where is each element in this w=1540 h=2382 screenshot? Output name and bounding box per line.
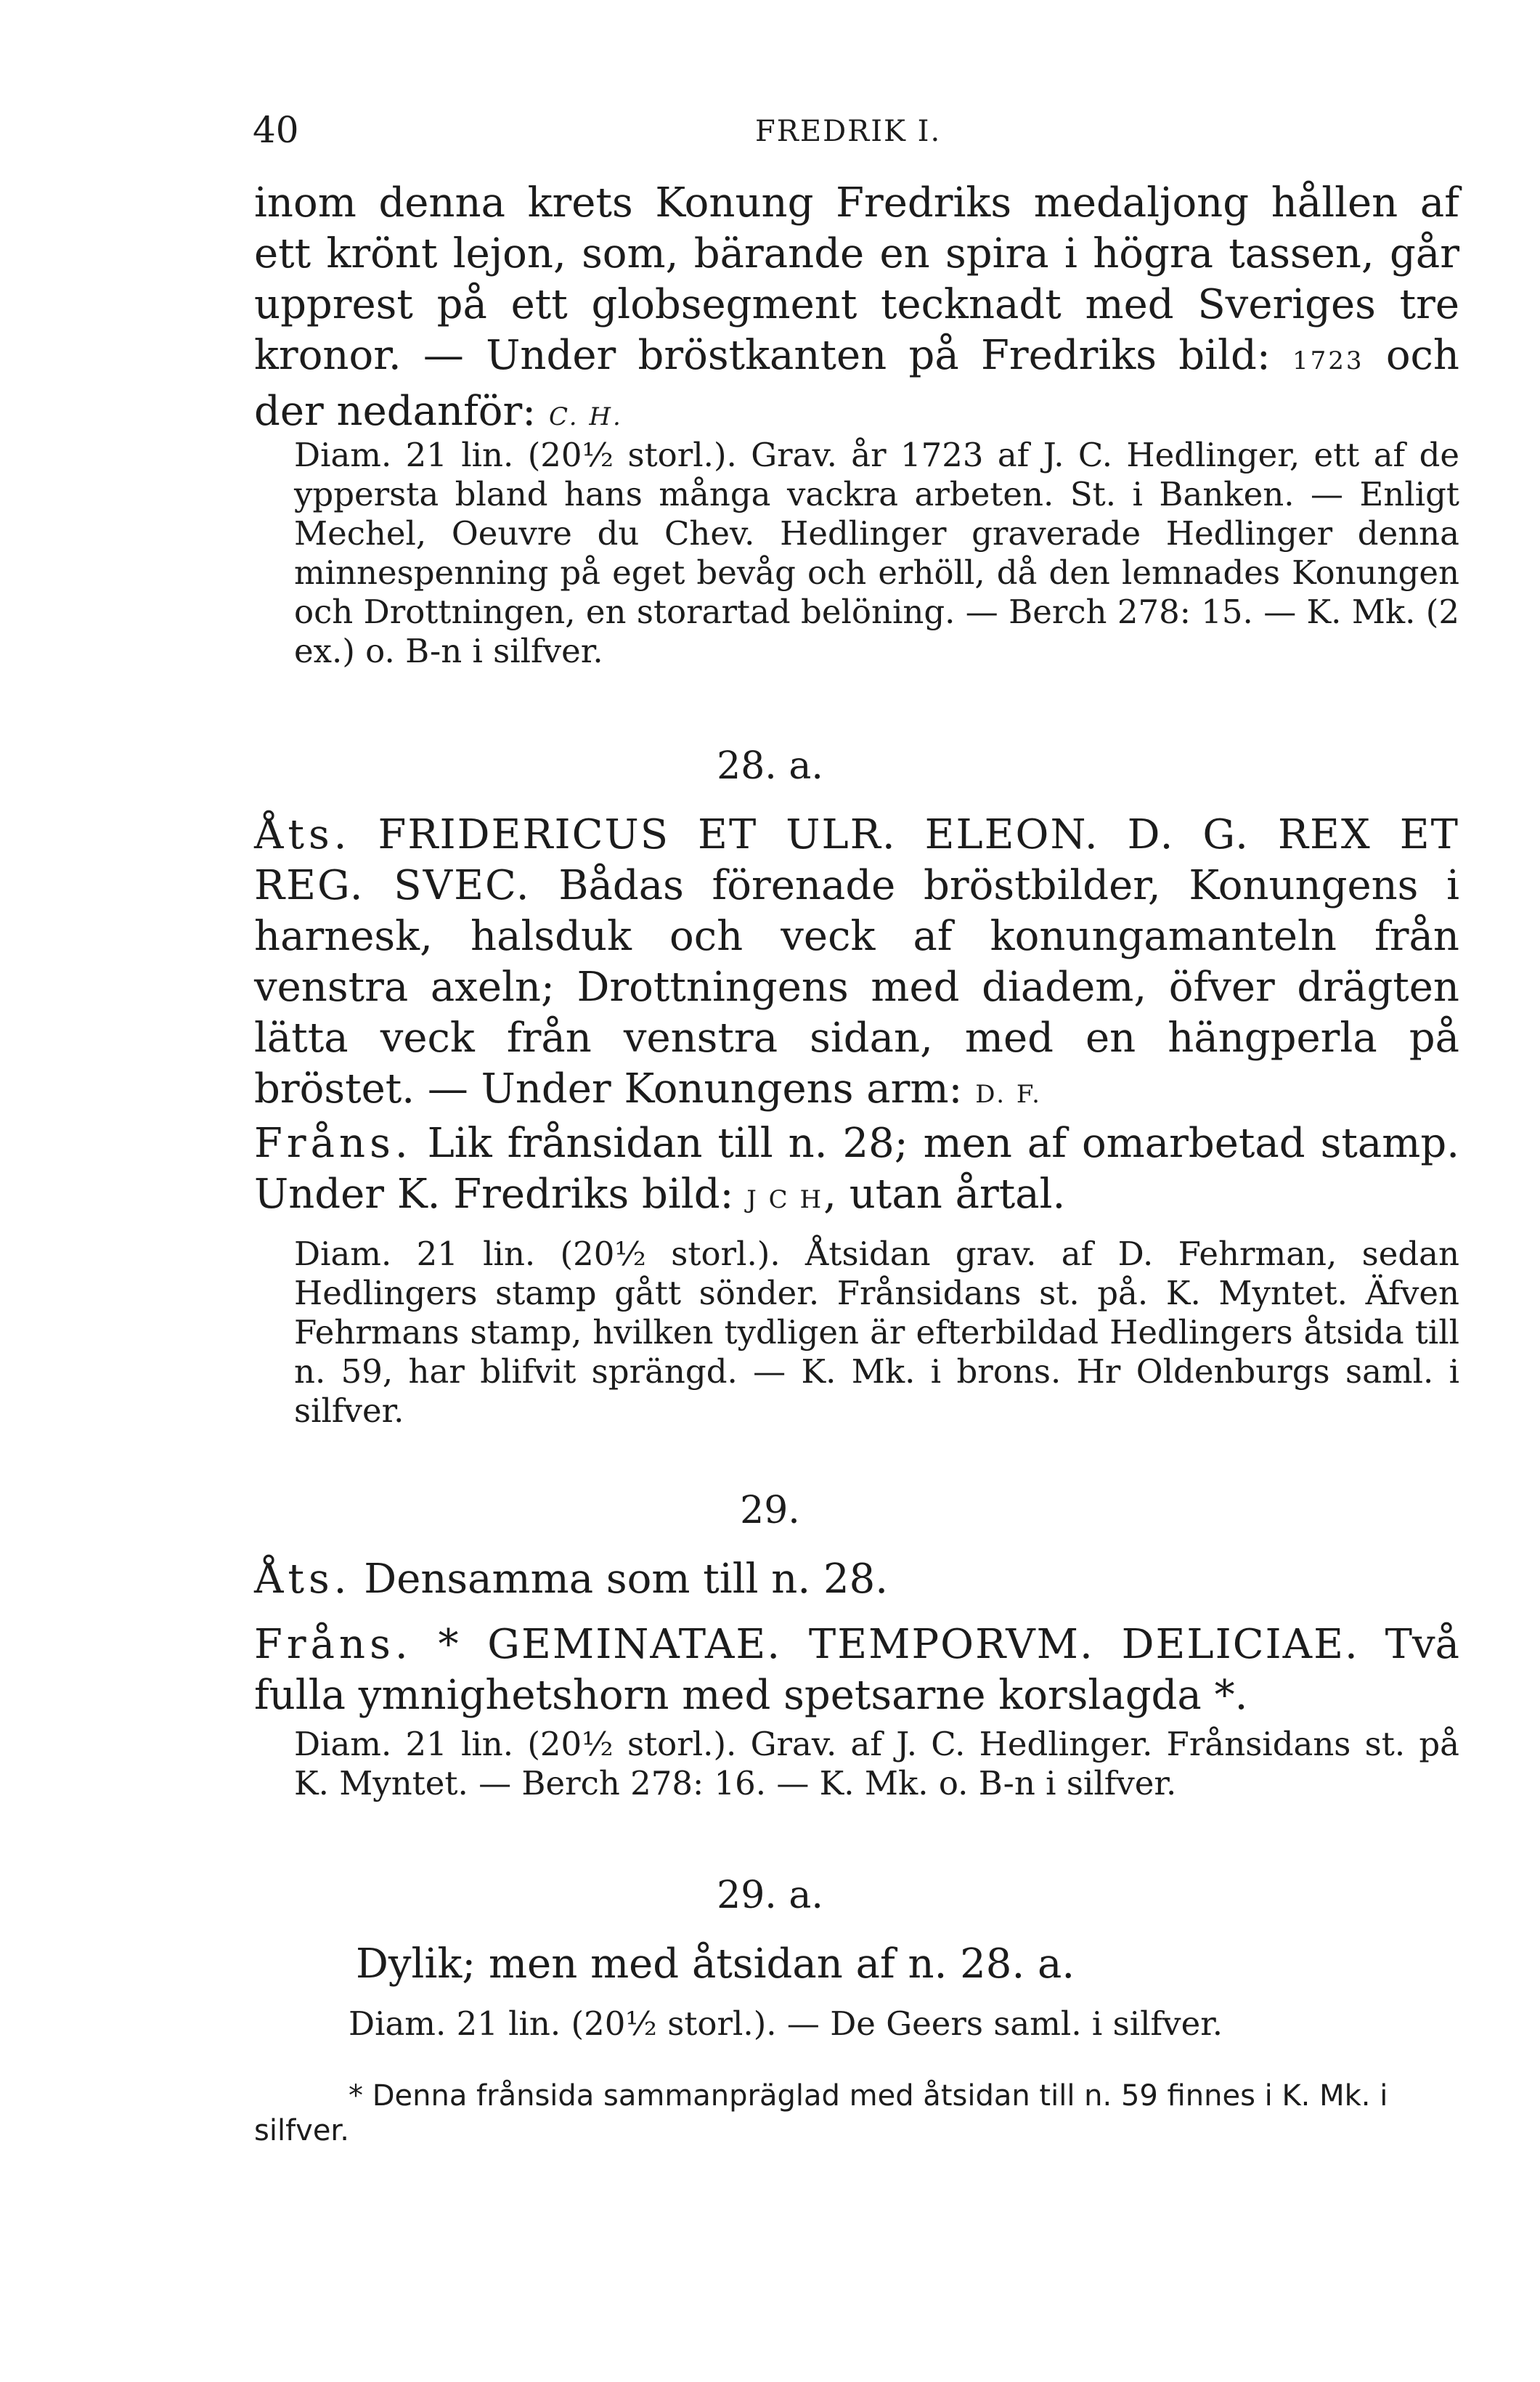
entry-29a-text: Dylik; men med åtsidan af n. 28. a. bbox=[356, 1940, 1075, 1988]
intro-year: 1723 bbox=[1292, 346, 1364, 375]
intro-text: inom denna krets Konung Fredriks medaljong hållen af ett krönt lejon, som, bärande en spira i högra tassen, går upprest på ett globsegment tecknadt med Sveriges tre kronor. — Under bröstkanten på Fredriks bild: bbox=[254, 179, 1459, 379]
entry-29-obverse bbox=[254, 1554, 1459, 1605]
reverse-initials: J C H bbox=[746, 1185, 824, 1214]
note-29a: Diam. 21 lin. (20½ storl.). — De Geers saml. i silfver. bbox=[349, 2004, 1223, 2043]
reverse-label: Fråns. bbox=[254, 1621, 412, 1668]
reverse-label: Fråns. bbox=[254, 1120, 412, 1167]
entry-28a-reverse bbox=[254, 1118, 1459, 1225]
footnote: * Denna frånsida sammanpräglad med åtsidan till n. 59 finnes i K. Mk. i silfver. bbox=[254, 2079, 1388, 2147]
obverse-label: Åts. bbox=[254, 1556, 351, 1603]
reverse-description: Två fulla ymnighetshorn med spetsarne korslagda *. bbox=[254, 1621, 1459, 1719]
intro-paragraph bbox=[254, 178, 1459, 442]
reverse-tail: , utan årtal. bbox=[823, 1171, 1066, 1218]
intro-initials: C. H. bbox=[548, 402, 623, 431]
obverse-label: Åts. bbox=[254, 811, 351, 858]
obverse-description: Bådas förenade bröstbilder, Konungens i harnesk, halsduk och veck af konungamanteln från venstra axeln; Drottningens med diadem, öfver drägten lätta veck från venstra sidan, med en hängperla på bröstet. — Under Konungens arm: bbox=[254, 862, 1460, 1113]
intro-tail: och der nedanför: bbox=[254, 332, 1459, 435]
running-title: FREDRIK I. bbox=[755, 115, 942, 148]
reverse-legend: * GEMINATAE. TEMPORVM. DELICIAE. bbox=[438, 1621, 1359, 1668]
note-28a: Diam. 21 lin. (20½ storl.). Åtsidan grav. af D. Fehrman, sedan Hedlingers stamp gått sönder. Frånsidans st. på. K. Myntet. Äfven Fehrmans stamp, hvilken tydligen är efterbildad Hedlingers åtsida till n. 59, har blifvit sprängd. — K. Mk. i brons. Hr Oldenburgs saml. i silfver. bbox=[294, 1235, 1459, 1430]
reverse-description: Lik frånsidan till n. 28; men af omarbetad stamp. Under K. Fredriks bild: bbox=[254, 1120, 1459, 1218]
page-number: 40 bbox=[253, 109, 299, 151]
entry-number-29a: 29. a. bbox=[717, 1874, 823, 1917]
obverse-initials: D. F. bbox=[975, 1080, 1042, 1109]
entry-number-29: 29. bbox=[740, 1489, 800, 1532]
note-29: Diam. 21 lin. (20½ storl.). Grav. af J. C. Hedlinger. Frånsidans st. på K. Myntet. — Berch 278: 16. — K. Mk. o. B-n i silfver. bbox=[294, 1725, 1459, 1802]
entry-number-28a: 28. a. bbox=[717, 744, 823, 788]
entry-29-reverse bbox=[254, 1619, 1459, 1721]
obverse-description: Densamma som till n. 28. bbox=[364, 1556, 889, 1603]
note-27: Diam. 21 lin. (20½ storl.). Grav. år 1723 af J. C. Hedlinger, ett af de yppersta bland hans många vackra arbeten. St. i Banken. — Enligt Mechel, Oeuvre du Chev. Hedlinger graverade Hedlinger denna minnespenning på eget bevåg och erhöll, då den lemnades Konungen och Drottningen, en storartad belöning. — Berch 278: 15. — K. Mk. (2 ex.) o. B-n i silfver. bbox=[294, 436, 1459, 670]
entry-28a-obverse bbox=[254, 810, 1459, 1120]
obverse-legend: FRIDERICUS ET ULR. ELEON. D. G. REX ET REG. SVEC. bbox=[254, 811, 1459, 909]
